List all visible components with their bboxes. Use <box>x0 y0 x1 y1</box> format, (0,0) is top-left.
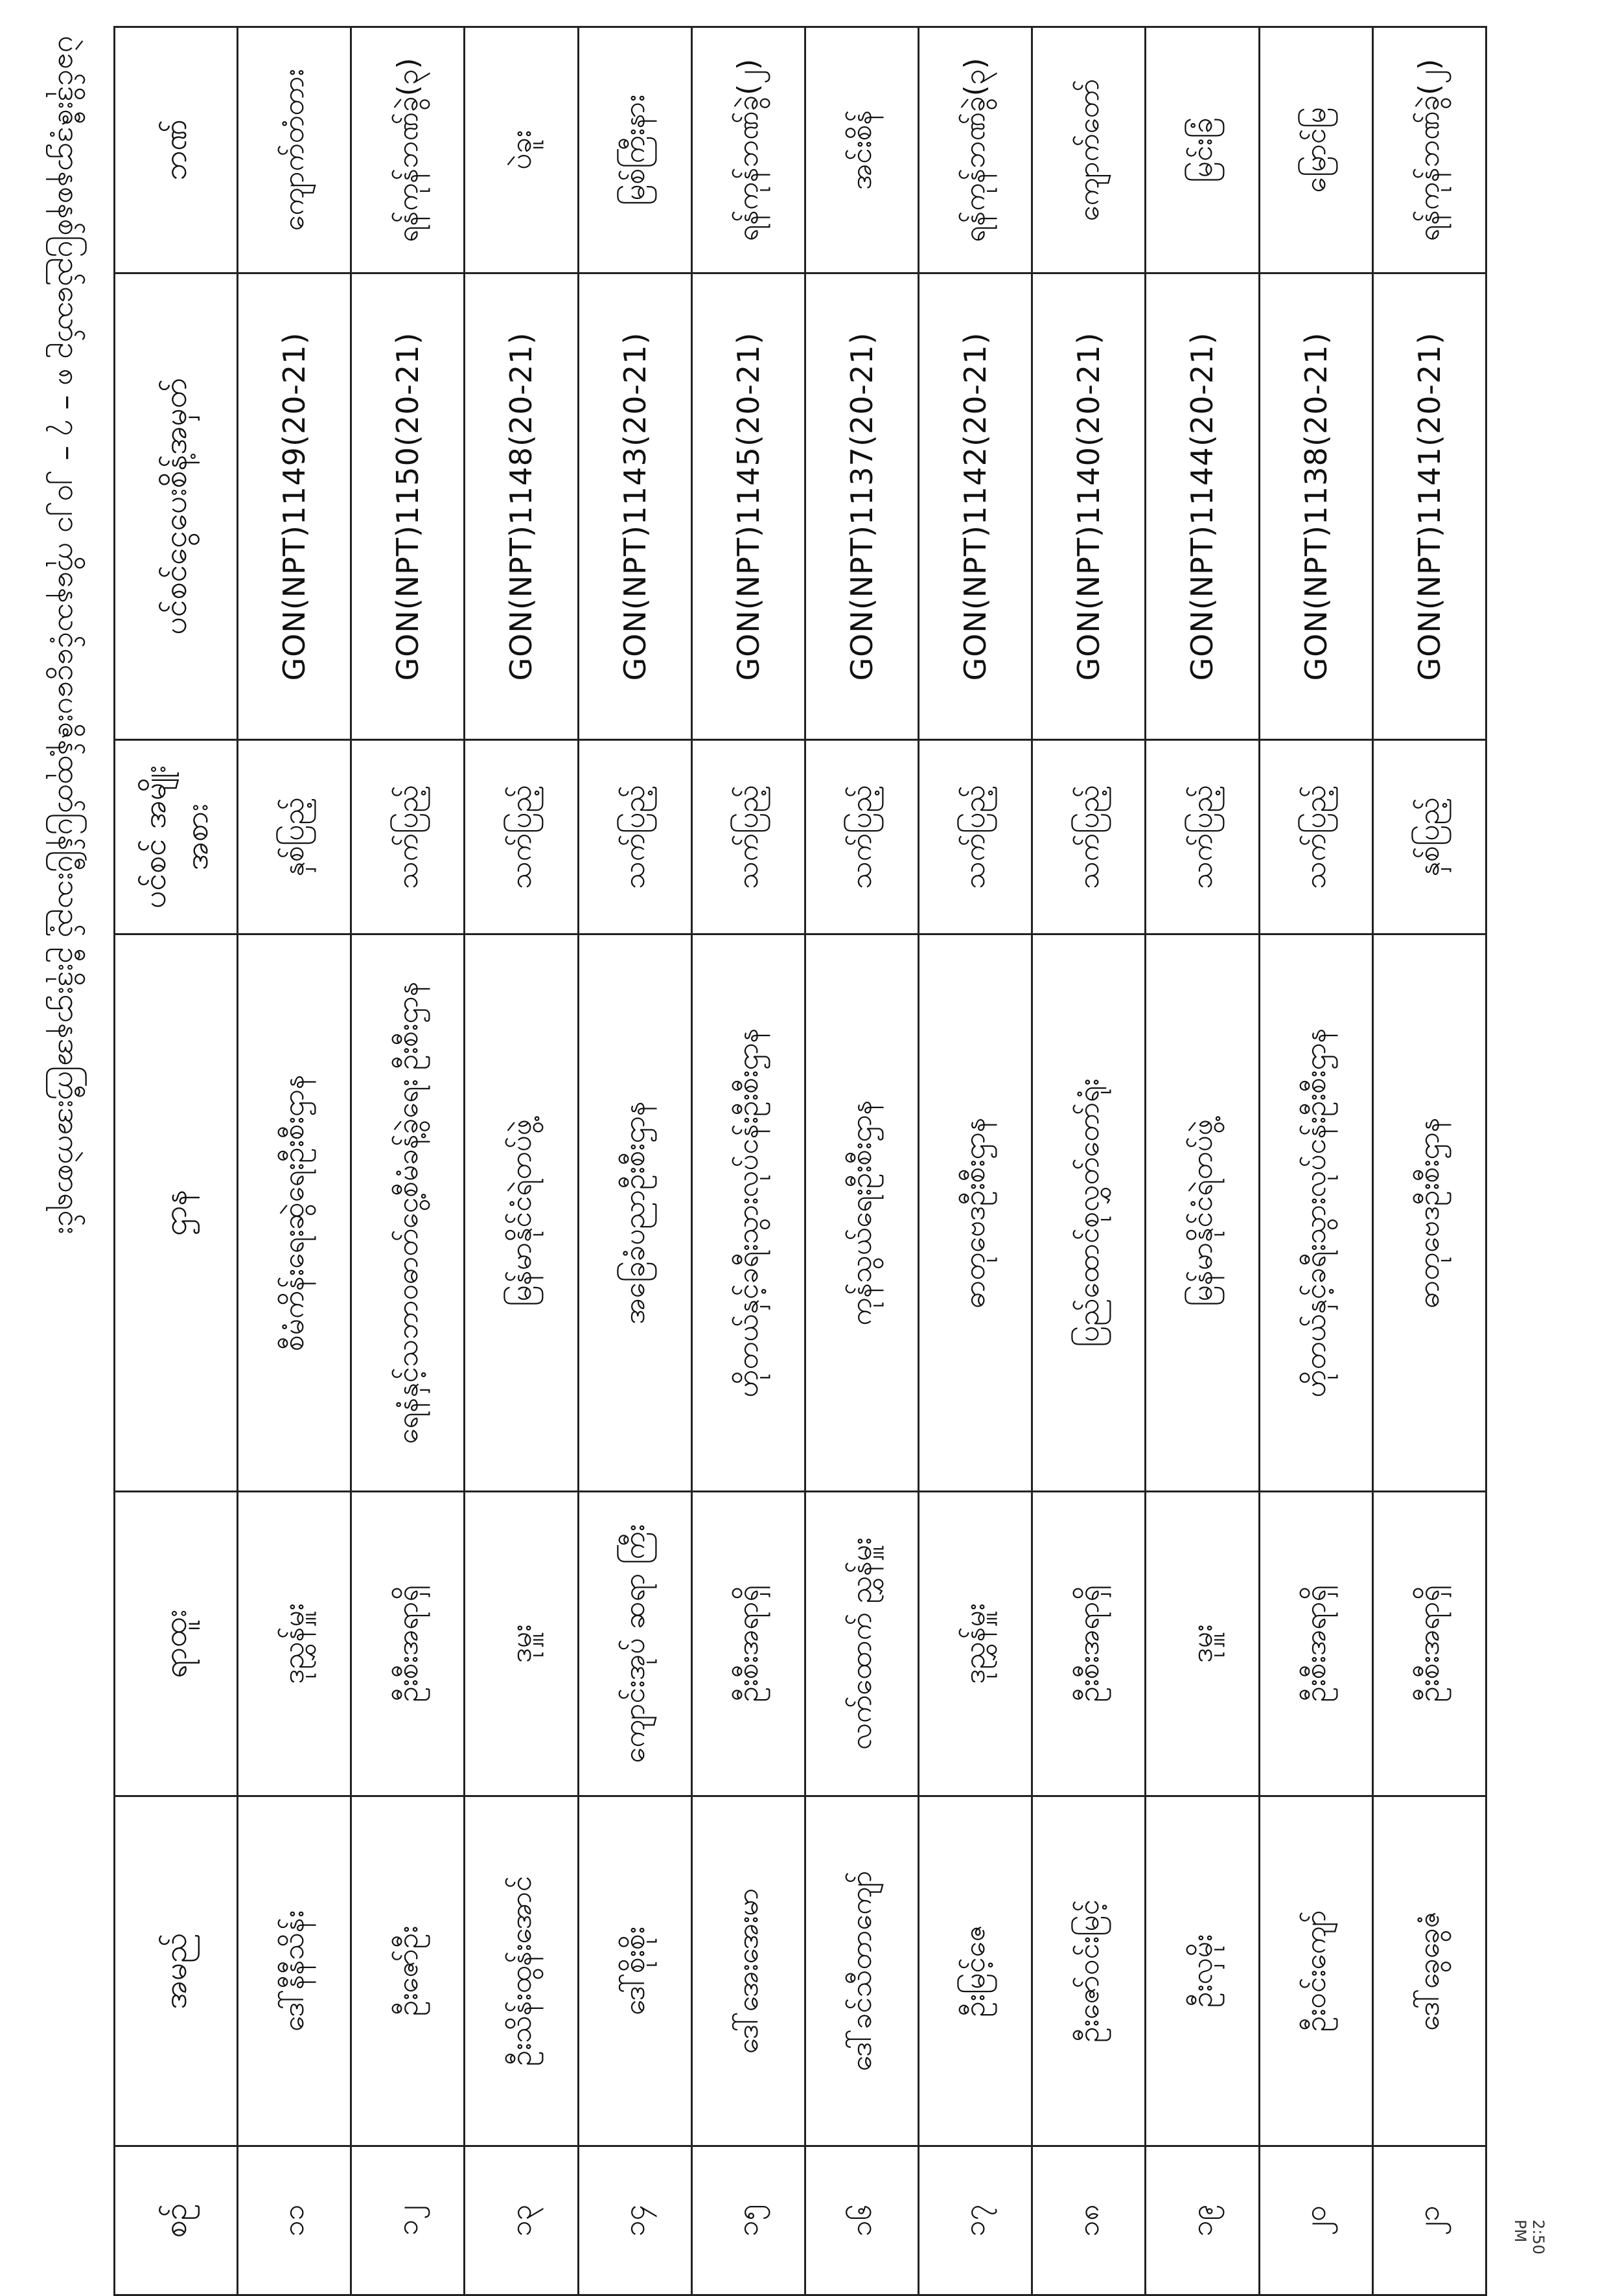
header-pension-type: ပင်စင် အမျိုးအစား <box>115 740 238 934</box>
person-rank: လက်ထောက် ညွှန်မှူး <box>805 1492 918 1796</box>
row-number: ၂၁ <box>1372 2146 1486 2295</box>
pension-type: သက်ပြည့် <box>919 740 1032 934</box>
pension-code: GON(NPT)1142(20-21) <box>919 273 1032 740</box>
person-name: ဦးဝင်းကျော် <box>1259 1796 1372 2146</box>
department: မြန်မာနိုင်ငံရဲတပ်ဖွဲ့ <box>1146 934 1259 1492</box>
pension-code: GON(NPT)1138(20-21) <box>1259 273 1372 740</box>
pension-code: GON(NPT)1137(20-21) <box>805 273 918 740</box>
table-row <box>465 27 578 2295</box>
table-row <box>351 27 465 2295</box>
row-number: ၂၀ <box>1259 2146 1372 2295</box>
person-name: ဦးဇော်ဦး <box>351 1796 465 2146</box>
pension-type: သက်ပြည့် <box>351 740 465 934</box>
department: ဟိုတယ်နှင့်ခရီးသွားလုပ်ငန်းဦးစီးဌာန <box>691 934 805 1492</box>
row-number: ၁၆ <box>805 2146 918 2295</box>
person-name: ဦးလှမိုး <box>1146 1796 1259 2146</box>
row-number: ၁၉ <box>1146 2146 1259 2295</box>
bank-branch: မြစ်ကြီးနား <box>578 27 691 273</box>
row-number: ၁၇ <box>919 2146 1032 2295</box>
person-name: ဒေါ်အေးအေးမာ <box>691 1796 805 2146</box>
table-row <box>578 27 691 2295</box>
pension-type: သက်ပြည့် <box>465 740 578 934</box>
table-row <box>1259 27 1372 2295</box>
pension-type: နှစ်ပြည့် <box>238 740 351 934</box>
department: ဓာတုဗေဒဦးစီးဌာန <box>1372 934 1486 1492</box>
row-number: ၁၄ <box>578 2146 691 2295</box>
bank-branch: မြောင်မြ <box>1259 27 1372 273</box>
bank-branch: ရန်ကုန်ဘဏ်ခွဲ(၃) <box>919 27 1032 273</box>
row-number: ၁၁ <box>238 2146 351 2295</box>
table-row <box>919 27 1032 2295</box>
table-row <box>1372 27 1486 2295</box>
person-rank: ဒုမှူး <box>1146 1492 1259 1796</box>
person-name: ဦးသိန်းထွန်းအောင် <box>465 1796 578 2146</box>
department: ဟိုတယ်နှင့်ခရီးသွားလုပ်ငန်းဦးစီးဌာန <box>1259 934 1372 1492</box>
person-rank: ကျောင်းအုပ် ဆရာ ကြီး <box>578 1492 691 1796</box>
row-number: ၁၈ <box>1032 2146 1146 2295</box>
pension-type: သက်ပြည့် <box>1259 740 1372 934</box>
document-title: ပဲခင်ဒိုးဇီဒ့ဌာနစနစ်ပြည်သော်ဥ ၈ – ၇ – ၂၀၂၁ ကိုနေသင့်ငွေပေးဇိန့်ထုတ်ပြန်ပြီးသည့် ဦးဒိုးဌာနအကြီးအကဲစာရင်း <box>52 36 87 1235</box>
pension-type: နှစ်ပြည့် <box>1372 740 1486 934</box>
pension-code: GON(NPT)1150(20-21) <box>351 273 465 740</box>
header-rank: ရာထူး <box>115 1492 238 1796</box>
pension-type: သက်ပြည့် <box>805 740 918 934</box>
person-rank: ဦးစီးအရာရှိ <box>1032 1492 1146 1796</box>
person-rank: ဒုညွှန်မှူး <box>919 1492 1032 1796</box>
person-name: ဒေါ်ခင်သီတာကျော် <box>805 1796 918 2146</box>
pension-code: GON(NPT)1143(20-21) <box>578 273 691 740</box>
pension-code: GON(NPT)1140(20-21) <box>1032 273 1146 740</box>
department: အခြေခံပညာဦးစီးဌာန <box>578 934 691 1492</box>
person-name: ဒေါ်စိုးစိုး <box>578 1796 691 2146</box>
scan-timestamp: 2:50 PM <box>1511 2220 1547 2255</box>
department: ရေနံနှင့်သဘာဝဓာတ်ငွေ့စီမံခန့်ခွဲရေး ဦးစီးဌာန <box>351 934 465 1492</box>
pension-code: GON(NPT)1141(20-21) <box>1372 273 1486 740</box>
pension-table <box>113 26 1487 2296</box>
person-rank: ဦးစီးအရာရှိ <box>1372 1492 1486 1796</box>
bank-branch: အင်းစိန် <box>805 27 918 273</box>
department: စီမံကိန်းရေးဆွဲရေးဦးစီးဌာန <box>238 934 351 1492</box>
header-no: စဉ် <box>115 2146 238 2295</box>
pension-table-wrapper <box>113 26 1487 2238</box>
person-name: ဒေါ်နီနီသိန်း <box>238 1796 351 2146</box>
table-row <box>691 27 805 2295</box>
table-row <box>238 27 351 2295</box>
pension-type: သက်ပြည့် <box>1032 740 1146 934</box>
bank-branch: ရန်ကုန်ဘဏ်ခွဲ(၂) <box>1372 27 1486 273</box>
row-number: ၁၃ <box>465 2146 578 2295</box>
department: ပြည်ထောင်စုလွှတ်တော်ရုံး <box>1032 934 1146 1492</box>
person-rank: ဒုမှူး <box>465 1492 578 1796</box>
person-rank: ဦးစီးအရာရှိ <box>691 1492 805 1796</box>
pension-type: သက်ပြည့် <box>691 740 805 934</box>
pension-code: GON(NPT)1145(20-21) <box>691 273 805 740</box>
bank-branch: မြင်းခြံ <box>1146 27 1259 273</box>
pension-code: GON(NPT)1144(20-21) <box>1146 273 1259 740</box>
table-header-row <box>115 27 238 2295</box>
person-name: ဒေါ်ခွေခွေဇံ <box>1372 1796 1486 2146</box>
department: ဓာတုဗေဒဦးစီးဌာန <box>919 934 1032 1492</box>
person-rank: ဒုညွှန်မှူး <box>238 1492 351 1796</box>
bank-branch: ကျောက်တံတား <box>238 27 351 273</box>
pension-code: GON(NPT)1149(20-21) <box>238 273 351 740</box>
department: မြန်မာနိုင်ငံရဲတပ်ဖွဲ့ <box>465 934 578 1492</box>
table-body <box>238 27 1486 2295</box>
bank-branch: ကျောက်တော် <box>1032 27 1146 273</box>
bank-branch: ရန်ကုန်ဘဏ်ခွဲ(၃) <box>351 27 465 273</box>
header-department: ဌာန <box>115 934 238 1492</box>
row-number: ၁၂ <box>351 2146 465 2295</box>
header-bank: ဘဏ် <box>115 27 238 273</box>
person-name: ဦးဇော်ဝင်းမြင့် <box>1032 1796 1146 2146</box>
pension-type: သက်ပြည့် <box>1146 740 1259 934</box>
bank-branch: ရန်ကုန်ဘဏ်ခွဲ(၂) <box>691 27 805 273</box>
department: ကုန်သွယ်ရေးဦးစီးဌာန <box>805 934 918 1492</box>
person-rank: ဦးစီးအရာရှိ <box>1259 1492 1372 1796</box>
person-rank: ဦးစီးအရာရှိ <box>351 1492 465 1796</box>
table-row <box>805 27 918 2295</box>
pension-type: သက်ပြည့် <box>578 740 691 934</box>
person-name: ဦးမြင့်ဇေ <box>919 1796 1032 2146</box>
table-row <box>1146 27 1259 2295</box>
bank-branch: ပဲခူး <box>465 27 578 273</box>
table-row <box>1032 27 1146 2295</box>
pension-code: GON(NPT)1148(20-21) <box>465 273 578 740</box>
header-name: အမည် <box>115 1796 238 2146</box>
header-pension-code: ပင်စင်ငွေပေးစိန့်အမှတ် <box>115 273 238 740</box>
row-number: ၁၅ <box>691 2146 805 2295</box>
